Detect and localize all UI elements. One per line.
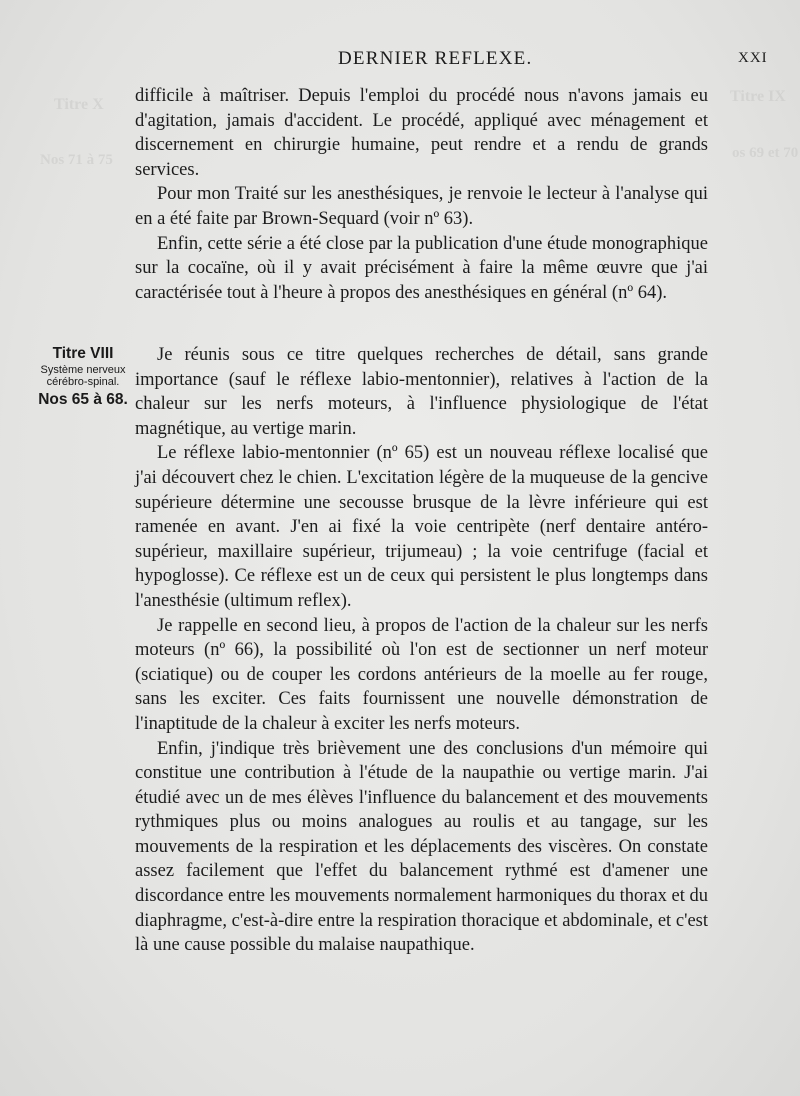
- paragraph-6: Je rappelle en second lieu, à propos de l'action de la chaleur sur les nerfs moteurs (nº 66), la possibilité où l'on est de sectionner un nerf moteur (sciatique) ou de couper les cordons antérieurs de la moelle au fer rouge, sans les exciter. Ces faits fournissent une nouvelle démonstration de l'inaptitude de la chaleur à exciter les nerfs moteurs.: [135, 615, 708, 734]
- paragraph-7: Enfin, j'indique très brièvement une des conclusions d'un mémoire qui constitue une contribution à l'étude de la naupathie ou vertige marin. J'ai étudié avec un de mes élèves l'influence du balancement et des mouvements rythmiques plus ou moins analogues au roulis et au tangage, sur les mouvements de la respiration et les déplacements des viscères. On constate assez facilement que l'effet du balancement rythmé est d'amener une discordance entre les mouvements normalement harmoniques du thorax et du diaphragme, c'est-à-dire entre la respiration thoracique et abdominale, et c'est là une cause possible du malaise naupathique.: [135, 738, 708, 956]
- margin-note-numbers: Nos 65 à 68.: [38, 391, 128, 408]
- text-block-continuation: [135, 84, 708, 305]
- paragraph-1: difficile à maîtriser. Depuis l'emploi du procédé nous n'avons jamais eu d'agitation, jamais d'accident. Le procédé, appliqué avec ménagement et discernement en chirurgie humaine, peut rendre et a rendu de grands services.: [135, 86, 708, 180]
- show-through-left-title: Titre X: [54, 96, 104, 113]
- page-number: XXI: [738, 50, 768, 66]
- text-block-titre-viii: [135, 343, 708, 958]
- paragraph-4: Je réunis sous ce titre quelques recherches de détail, sans grande importance (sauf le réflexe labio-mentonnier), relatives à l'action de la chaleur sur les nerfs moteurs, à l'influence physiologique de l'état magnétique, au vertige marin.: [135, 345, 708, 439]
- margin-note-subject: Système nerveux cérébro-spinal.: [40, 364, 126, 388]
- margin-note: [36, 345, 130, 409]
- paragraph-5: Le réflexe labio-mentonnier (nº 65) est un nouveau réflexe localisé que j'ai découvert chez le chien. L'excitation légère de la muqueuse de la gencive supérieure détermine une secousse brusque de la lèvre inférieure qui est ramenée en avant. J'en ai fixé la voie centripète (nerf dentaire antéro-supérieur, maxillaire supérieur, trijumeau) ; la voie centrifuge (facial et hypoglosse). Ce réflexe est un de ceux qui persistent le plus longtemps dans l'anesthésie (ultimum reflex).: [135, 443, 708, 611]
- show-through-right-title: Titre IX: [730, 88, 786, 105]
- paragraph-3: Enfin, cette série a été close par la publication d'une étude monographique sur la cocaïne, où il y avait précisément à faire la même œuvre que j'ai caractérisée tout à l'heure à propos des anesthésiques en général (nº 64).: [135, 233, 708, 303]
- running-title: DERNIER REFLEXE.: [338, 48, 533, 69]
- show-through-left-numbers: Nos 71 à 75: [40, 152, 113, 168]
- paragraph-2: Pour mon Traité sur les anesthésiques, je renvoie le lecteur à l'analyse qui en a été faite par Brown-Sequard (voir nº 63).: [135, 184, 708, 229]
- show-through-right-numbers: os 69 et 70: [732, 145, 799, 161]
- margin-note-title: Titre VIII: [52, 345, 114, 362]
- running-head: [0, 48, 800, 72]
